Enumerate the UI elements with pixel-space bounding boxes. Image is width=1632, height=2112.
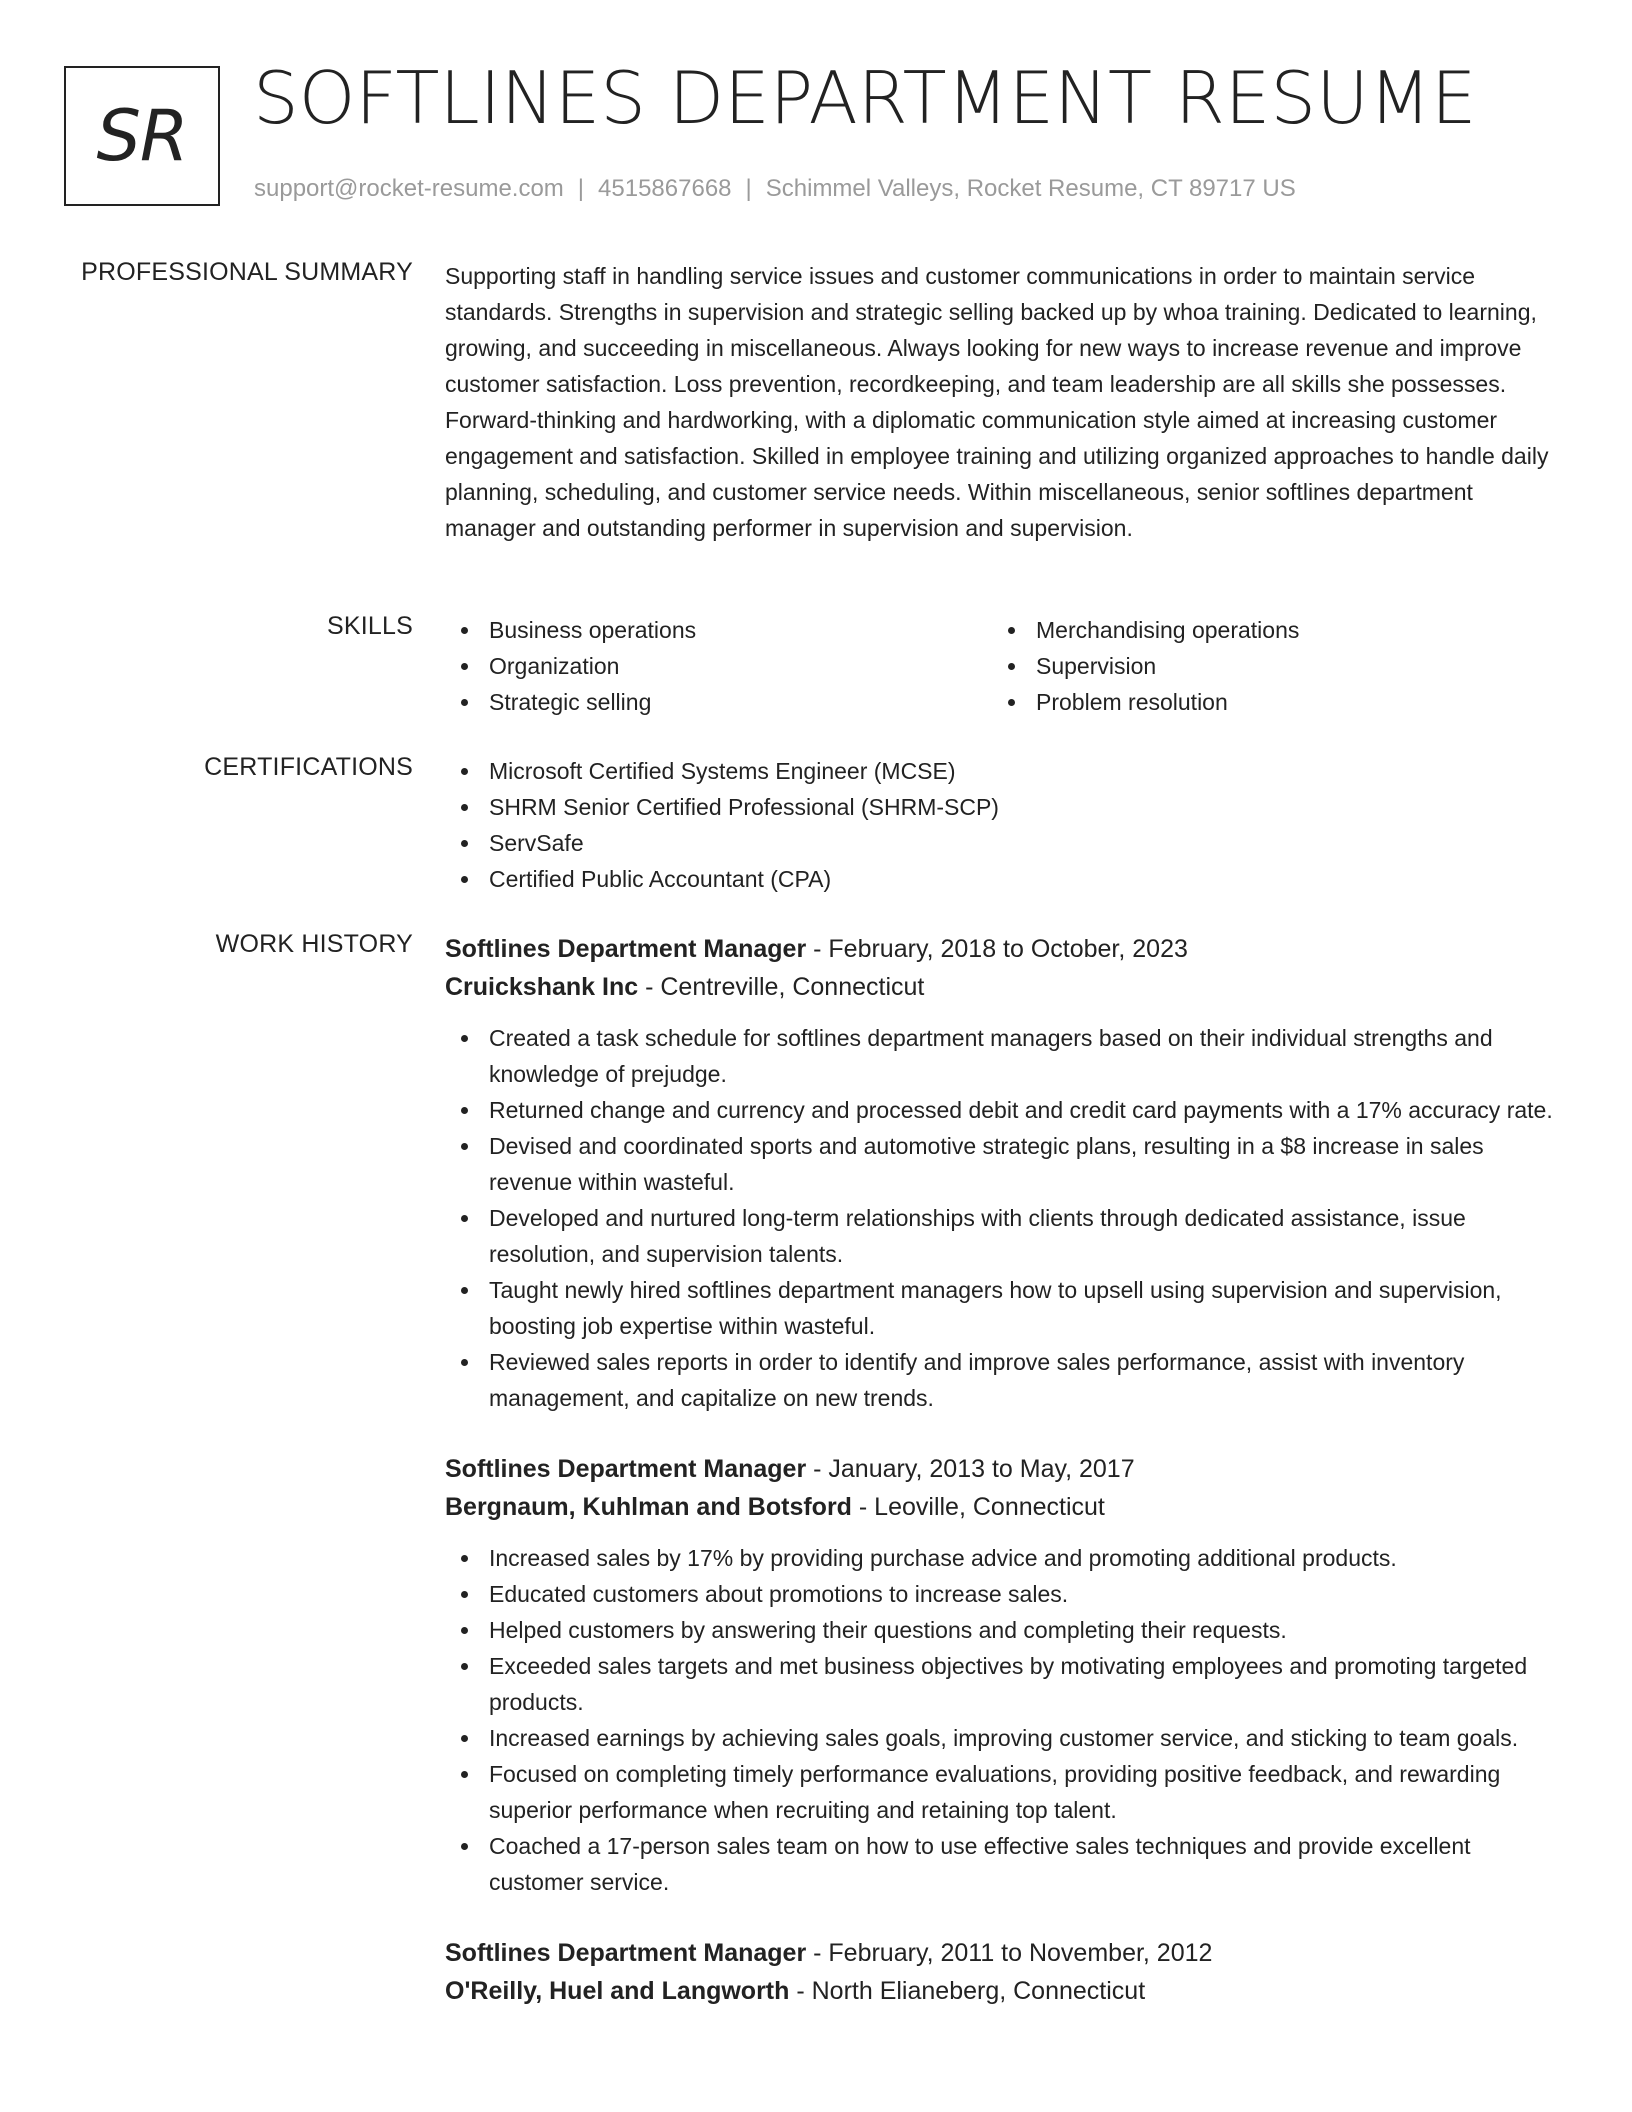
job-entry	[445, 1934, 1560, 2010]
job-title-line	[445, 1934, 1560, 1972]
job-bullet: Helped customers by answering their questions and completing their requests.	[445, 1612, 1560, 1648]
job-company-line	[445, 1972, 1560, 2010]
work-history-body	[445, 930, 1560, 2044]
skills-heading: SKILLS	[327, 612, 413, 640]
job-role: Softlines Department Manager	[445, 935, 807, 963]
job-bullet: Exceeded sales targets and met business objectives by motivating employees and promoting targeted products.	[445, 1648, 1560, 1720]
contact-separator: |	[577, 175, 585, 202]
job-bullet: Reviewed sales reports in order to identify and improve sales performance, assist with inventory management, and capitalize on new trends.	[445, 1344, 1560, 1416]
job-bullets	[445, 1540, 1560, 1900]
job-entry	[445, 1450, 1560, 1900]
job-bullet: Devised and coordinated sports and automotive strategic plans, resulting in a $8 increase in sales revenue within wasteful.	[445, 1128, 1560, 1200]
job-location: - North Elianeberg, Connecticut	[789, 1977, 1146, 2005]
skills-list	[445, 612, 1560, 720]
job-location: - Centreville, Connecticut	[638, 973, 925, 1001]
contact-email: support@rocket-resume.com	[254, 175, 564, 202]
contact-phone: 4515867668	[598, 175, 732, 202]
contact-separator: |	[745, 175, 752, 202]
job-dates: - February, 2018 to October, 2023	[806, 935, 1188, 963]
job-title-line	[445, 1450, 1560, 1488]
certifications-list	[445, 753, 1560, 897]
contact-address: Schimmel Valleys, Rocket Resume, CT 89717 US	[765, 175, 1296, 202]
certification-item: Microsoft Certified Systems Engineer (MCSE)	[445, 753, 1560, 789]
skills-left-column	[445, 612, 992, 720]
skill-item: Business operations	[445, 612, 992, 648]
skills-right-column	[992, 612, 1539, 720]
job-bullet: Developed and nurtured long-term relationships with clients through dedicated assistance, issue resolution, and supervision talents.	[445, 1200, 1560, 1272]
job-role: Softlines Department Manager	[445, 1939, 807, 1967]
job-bullet: Coached a 17-person sales team on how to use effective sales techniques and provide excellent customer service.	[445, 1828, 1560, 1900]
job-role: Softlines Department Manager	[445, 1455, 807, 1483]
job-company: Bergnaum, Kuhlman and Botsford	[445, 1493, 852, 1521]
job-bullet: Taught newly hired softlines department managers how to upsell using supervision and supervision, boosting job expertise within wasteful.	[445, 1272, 1560, 1344]
job-dates: - January, 2013 to May, 2017	[806, 1455, 1135, 1483]
job-bullet: Focused on completing timely performance evaluations, providing positive feedback, and rewarding superior performance when recruiting and retaining top talent.	[445, 1756, 1560, 1828]
job-bullets	[445, 1020, 1560, 1416]
job-bullet: Created a task schedule for softlines department managers based on their individual strengths and knowledge of prejudge.	[445, 1020, 1560, 1092]
contact-line	[254, 175, 1296, 203]
job-company: O'Reilly, Huel and Langworth	[445, 1977, 790, 2005]
job-bullet: Returned change and currency and processed debit and credit card payments with a 17% accuracy rate.	[445, 1092, 1560, 1128]
certification-item: ServSafe	[445, 825, 1560, 861]
monogram-initials: SR	[96, 95, 188, 177]
job-bullet: Increased sales by 17% by providing purchase advice and promoting additional products.	[445, 1540, 1560, 1576]
certification-item: Certified Public Accountant (CPA)	[445, 861, 1560, 897]
skill-item: Strategic selling	[445, 684, 992, 720]
job-entry	[445, 930, 1560, 1416]
job-company-line	[445, 1488, 1560, 1526]
summary-heading: PROFESSIONAL SUMMARY	[81, 258, 413, 286]
job-company-line	[445, 968, 1560, 1006]
resume-title: SOFTLINES DEPARTMENT RESUME	[253, 56, 1477, 140]
job-company: Cruickshank Inc	[445, 973, 639, 1001]
job-title-line	[445, 930, 1560, 968]
skill-item: Merchandising operations	[992, 612, 1539, 648]
certification-item: SHRM Senior Certified Professional (SHRM-SCP)	[445, 789, 1560, 825]
summary-text: Supporting staff in handling service issues and customer communications in order to maintain service standards. Strengths in supervision and strategic selling backed up by whoa training. Dedicated to learning, growing, and succeeding in miscellaneous. Always looking for new ways to increase revenue and improve customer satisfaction. Loss prevention, recordkeeping, and team leadership are all skills she possesses. Forward-thinking and hardworking, with a diplomatic communication style aimed at increasing customer engagement and satisfaction. Skilled in employee training and utilizing organized approaches to handle daily planning, scheduling, and customer service needs. Within miscellaneous, senior softlines department manager and outstanding performer in supervision and supervision.	[445, 263, 1549, 541]
job-dates: - February, 2011 to November, 2012	[806, 1939, 1213, 1967]
skill-item: Problem resolution	[992, 684, 1539, 720]
job-bullet: Educated customers about promotions to increase sales.	[445, 1576, 1560, 1612]
skill-item: Supervision	[992, 648, 1539, 684]
certifications-heading: CERTIFICATIONS	[204, 753, 413, 781]
skill-item: Organization	[445, 648, 992, 684]
job-location: - Leoville, Connecticut	[851, 1493, 1105, 1521]
job-bullet: Increased earnings by achieving sales goals, improving customer service, and sticking to team goals.	[445, 1720, 1560, 1756]
work-history-heading: WORK HISTORY	[215, 930, 413, 958]
monogram-box	[64, 66, 220, 206]
